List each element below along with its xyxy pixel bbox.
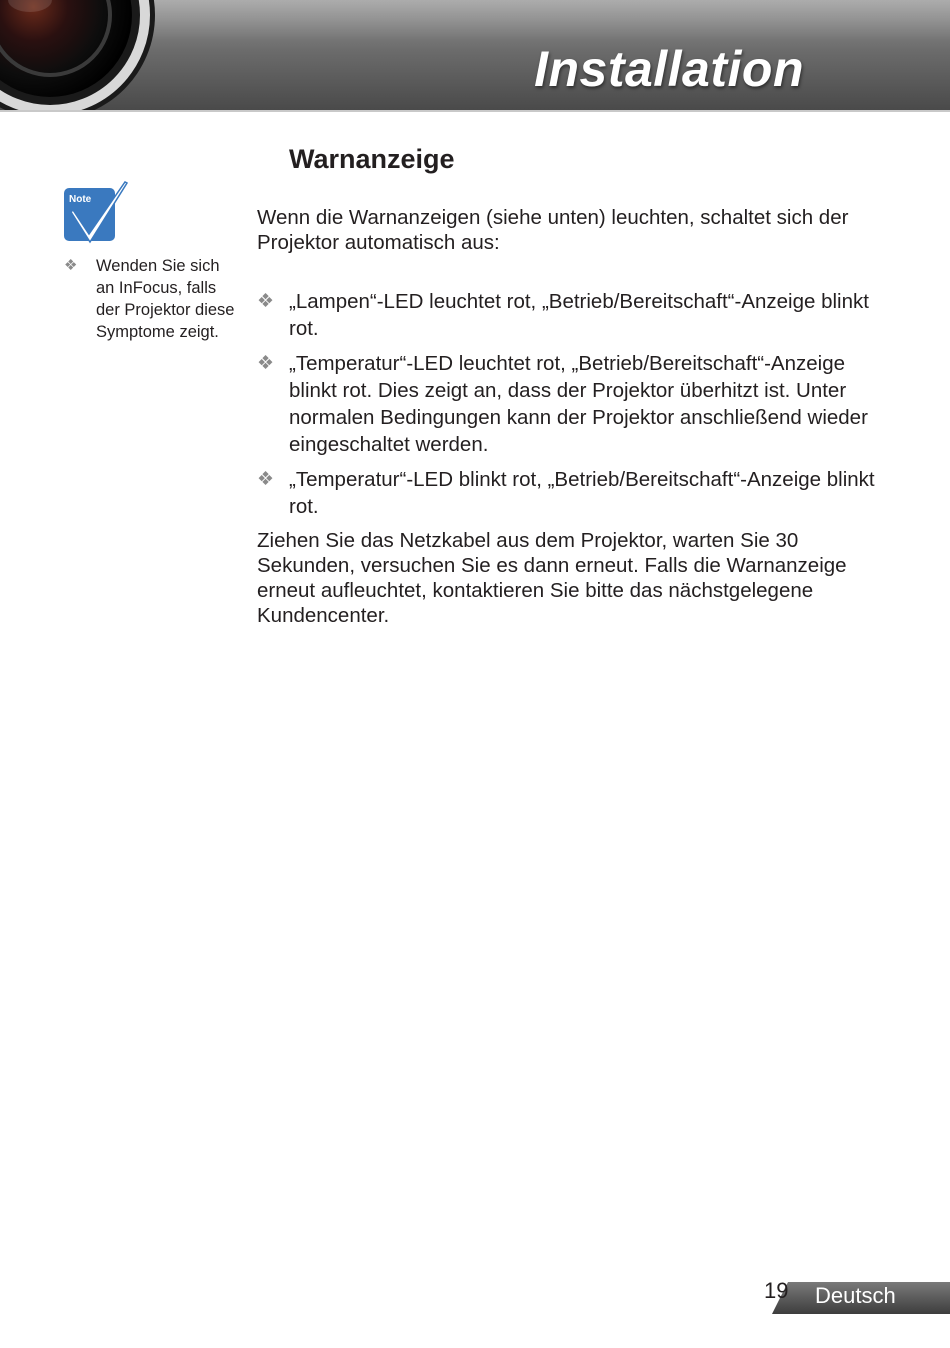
section-heading: Warnanzeige: [289, 144, 455, 174]
list-item-text: „Temperatur“-LED blinkt rot, „Betrieb/Bereitschaft“-Anzeige blinkt rot.: [289, 468, 875, 518]
list-item: [257, 288, 897, 342]
list-item-text: „Temperatur“-LED leuchtet rot, „Betrieb/Bereitschaft“-Anzeige blinkt rot. Dies zeigt an, dass der Projektor überhitzt ist. Unter normalen Bedingungen kann der Projektor anschließend wieder eingeschaltet werden.: [289, 352, 868, 456]
note-text-block: [64, 255, 239, 343]
page-header: [0, 0, 950, 110]
lens-graphic-icon: [0, 0, 190, 110]
intro-paragraph: Wenn die Warnanzeigen (siehe unten) leuchten, schaltet sich der Projektor automatisch aus:: [257, 206, 849, 254]
page-title: Installation: [534, 41, 804, 97]
list-item: [257, 350, 897, 458]
diamond-bullet-icon: ❖: [64, 257, 78, 274]
note-text: Wenden Sie sich an InFocus, falls der Projektor diese Symptome zeigt.: [96, 257, 235, 341]
list-item-text: „Lampen“-LED leuchtet rot, „Betrieb/Bereitschaft“-Anzeige blinkt rot.: [289, 290, 869, 340]
warning-list: [257, 288, 897, 528]
outro-paragraph: Ziehen Sie das Netzkabel aus dem Projektor, warten Sie 30 Sekunden, versuchen Sie es dann erneut. Falls die Warnanzeige erneut aufleuchtet, kontaktieren Sie bitte das nächstgelegene Kundencenter.: [257, 529, 847, 627]
header-divider: [0, 110, 950, 112]
note-check-icon: [63, 180, 129, 244]
diamond-bullet-icon: ❖: [257, 291, 275, 312]
diamond-bullet-icon: ❖: [257, 469, 275, 490]
footer-language: Deutsch: [815, 1283, 896, 1308]
list-item: [257, 466, 897, 520]
page-number: 19: [764, 1278, 789, 1303]
note-label: Note: [69, 194, 92, 205]
diamond-bullet-icon: ❖: [257, 353, 275, 374]
